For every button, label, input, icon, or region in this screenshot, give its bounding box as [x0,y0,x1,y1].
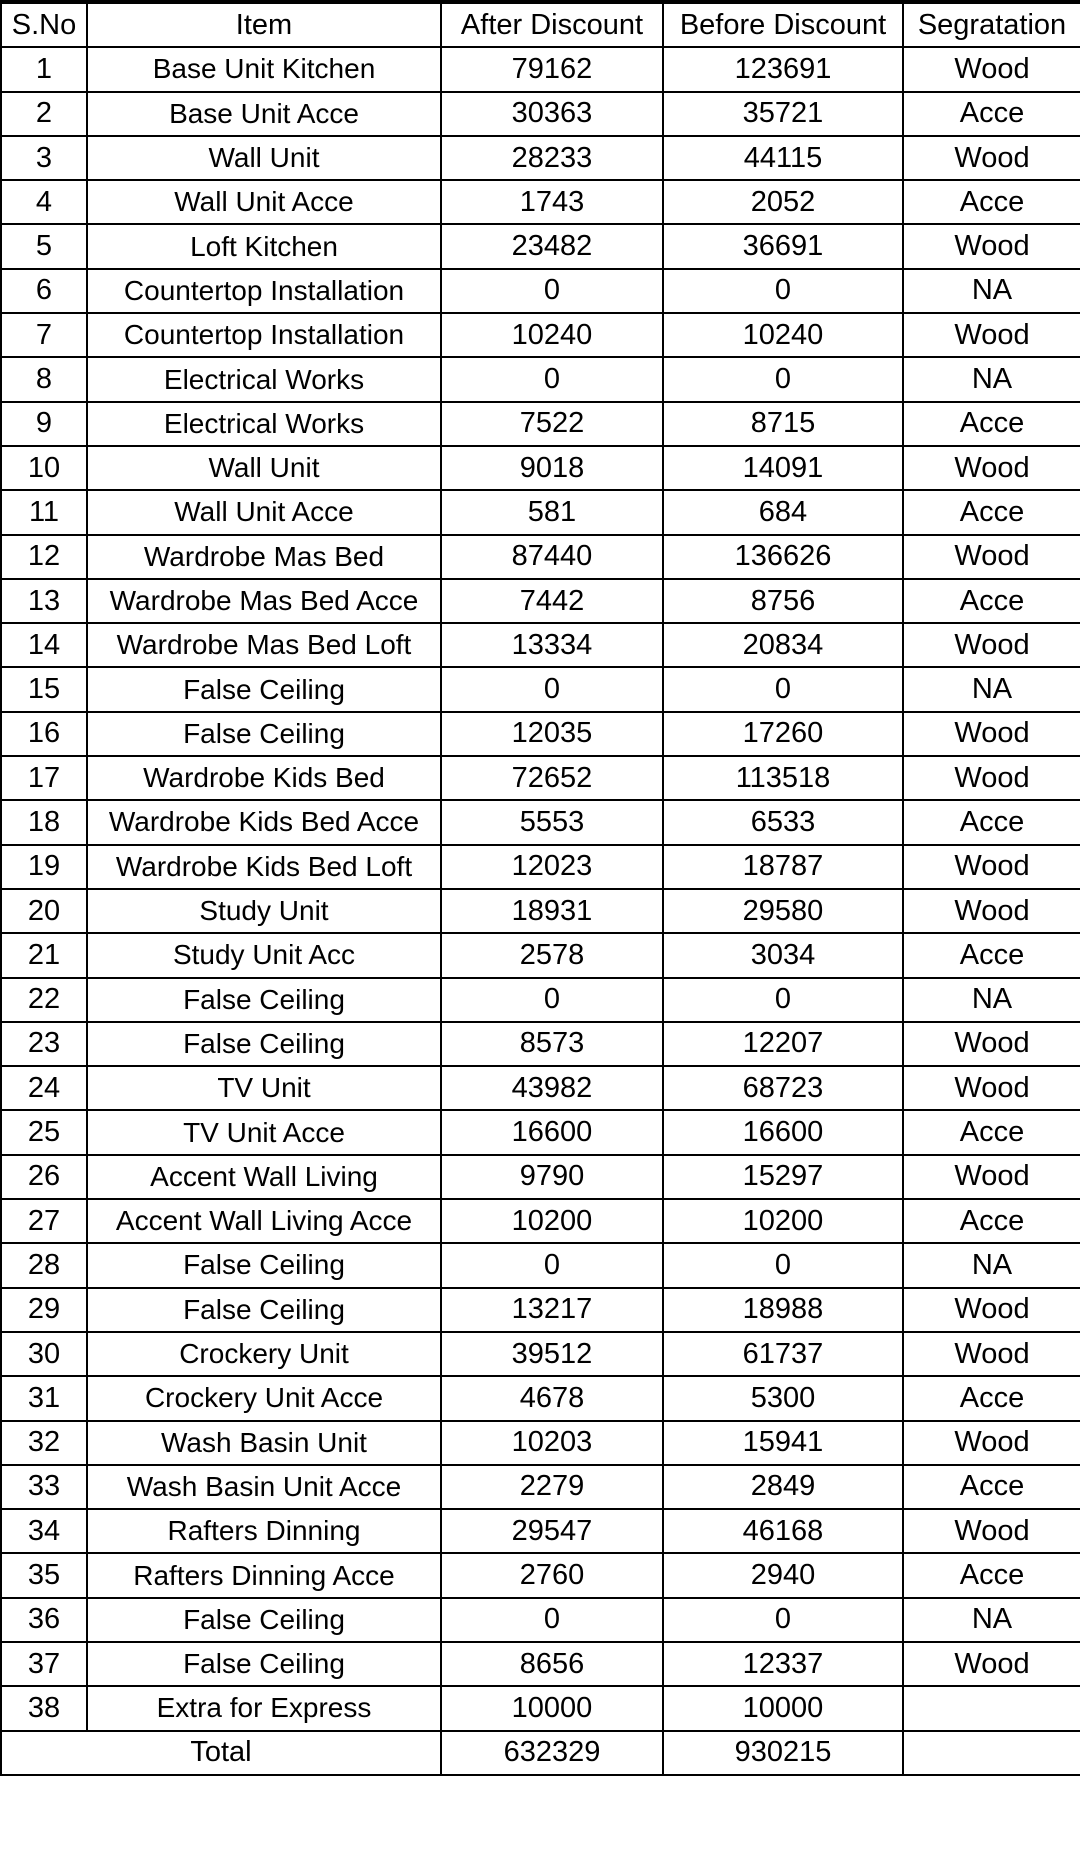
header-before-discount: Before Discount [663,2,903,47]
cell-before-discount: 10240 [663,313,903,357]
cell-sno: 11 [1,490,87,534]
cell-sno: 14 [1,623,87,667]
cell-sno: 16 [1,712,87,756]
cell-after-discount: 12035 [441,712,663,756]
table-row [1,800,1080,844]
cell-item: TV Unit Acce [87,1110,441,1154]
cell-after-discount: 30363 [441,92,663,136]
header-row [1,2,1080,47]
cell-after-discount: 72652 [441,756,663,800]
cell-before-discount: 20834 [663,623,903,667]
cell-item: Wardrobe Kids Bed Loft [87,845,441,889]
cell-before-discount: 17260 [663,712,903,756]
cell-after-discount: 2279 [441,1465,663,1509]
cell-sno: 31 [1,1376,87,1420]
cell-after-discount: 23482 [441,224,663,268]
cell-sno: 5 [1,224,87,268]
cell-segregation: Wood [903,712,1080,756]
cell-item: Wardrobe Kids Bed Acce [87,800,441,844]
cell-before-discount: 18787 [663,845,903,889]
cell-before-discount: 0 [663,978,903,1022]
cell-after-discount: 7522 [441,402,663,446]
cell-sno: 10 [1,446,87,490]
cell-sno: 6 [1,269,87,313]
cell-segregation: Acce [903,402,1080,446]
cell-sno: 25 [1,1110,87,1154]
cell-segregation: Wood [903,1066,1080,1110]
cell-sno: 28 [1,1243,87,1287]
table-row [1,1155,1080,1199]
cell-before-discount: 8756 [663,579,903,623]
cell-item: Countertop Installation [87,313,441,357]
table-row [1,1332,1080,1376]
cell-segregation: Acce [903,180,1080,224]
cell-after-discount: 4678 [441,1376,663,1420]
cell-after-discount: 12023 [441,845,663,889]
cell-before-discount: 136626 [663,535,903,579]
cell-before-discount: 29580 [663,889,903,933]
cell-after-discount: 0 [441,1598,663,1642]
cell-segregation: Acce [903,579,1080,623]
cell-before-discount: 0 [663,1598,903,1642]
table-row [1,756,1080,800]
cell-before-discount: 2052 [663,180,903,224]
cell-item: Wardrobe Mas Bed Loft [87,623,441,667]
cell-sno: 32 [1,1421,87,1465]
table-row [1,933,1080,977]
cell-segregation [903,1686,1080,1730]
table-row [1,889,1080,933]
table-row [1,978,1080,1022]
total-row [1,1731,1080,1775]
cell-item: Base Unit Kitchen [87,47,441,91]
header-after-discount: After Discount [441,2,663,47]
cell-before-discount: 61737 [663,1332,903,1376]
cell-item: False Ceiling [87,1598,441,1642]
cell-after-discount: 13334 [441,623,663,667]
cell-segregation: Wood [903,1421,1080,1465]
cell-after-discount: 9790 [441,1155,663,1199]
cell-after-discount: 87440 [441,535,663,579]
table-row [1,1243,1080,1287]
cell-item: Wall Unit Acce [87,180,441,224]
cell-sno: 2 [1,92,87,136]
cell-after-discount: 79162 [441,47,663,91]
cell-before-discount: 2849 [663,1465,903,1509]
table-row [1,1642,1080,1686]
cell-before-discount: 15297 [663,1155,903,1199]
cell-segregation: NA [903,667,1080,711]
cell-sno: 20 [1,889,87,933]
cell-sno: 21 [1,933,87,977]
cell-item: False Ceiling [87,667,441,711]
table-row [1,1421,1080,1465]
cell-sno: 22 [1,978,87,1022]
cell-after-discount: 581 [441,490,663,534]
cell-before-discount: 5300 [663,1376,903,1420]
cell-segregation: Wood [903,1155,1080,1199]
cell-item: Loft Kitchen [87,224,441,268]
table-body [1,47,1080,1730]
table-row [1,623,1080,667]
cell-item: Wardrobe Mas Bed [87,535,441,579]
cell-after-discount: 0 [441,357,663,401]
cell-item: Rafters Dinning [87,1509,441,1553]
cell-after-discount: 29547 [441,1509,663,1553]
cell-after-discount: 28233 [441,136,663,180]
cell-sno: 18 [1,800,87,844]
table-row [1,1199,1080,1243]
cell-sno: 7 [1,313,87,357]
cell-after-discount: 2578 [441,933,663,977]
total-label: Total [1,1731,441,1775]
cell-before-discount: 123691 [663,47,903,91]
cell-after-discount: 0 [441,269,663,313]
table-row [1,446,1080,490]
cell-segregation: Wood [903,845,1080,889]
cell-before-discount: 6533 [663,800,903,844]
cell-segregation: Acce [903,800,1080,844]
cell-sno: 17 [1,756,87,800]
cell-item: TV Unit [87,1066,441,1110]
cell-before-discount: 12207 [663,1022,903,1066]
cell-segregation: Wood [903,535,1080,579]
cell-after-discount: 10240 [441,313,663,357]
header-sno: S.No [1,2,87,47]
total-before-discount: 930215 [663,1731,903,1775]
cell-item: Study Unit [87,889,441,933]
cell-segregation: Wood [903,313,1080,357]
cell-before-discount: 35721 [663,92,903,136]
total-segregation-cell [903,1731,1080,1775]
cell-segregation: Wood [903,1509,1080,1553]
cell-before-discount: 0 [663,269,903,313]
table-row [1,535,1080,579]
cell-sno: 26 [1,1155,87,1199]
cell-sno: 36 [1,1598,87,1642]
cell-item: Wall Unit [87,136,441,180]
cell-before-discount: 8715 [663,402,903,446]
cell-sno: 8 [1,357,87,401]
header-segregation: Segratation [903,2,1080,47]
cell-sno: 23 [1,1022,87,1066]
table-row [1,269,1080,313]
cell-after-discount: 10203 [441,1421,663,1465]
table-row [1,1066,1080,1110]
cell-item: Wall Unit [87,446,441,490]
table-row [1,180,1080,224]
table-row [1,1110,1080,1154]
cell-before-discount: 16600 [663,1110,903,1154]
cell-sno: 27 [1,1199,87,1243]
cell-after-discount: 9018 [441,446,663,490]
cell-before-discount: 2940 [663,1553,903,1597]
cell-segregation: Acce [903,1376,1080,1420]
cell-after-discount: 16600 [441,1110,663,1154]
cell-segregation: Wood [903,136,1080,180]
cell-sno: 33 [1,1465,87,1509]
cell-sno: 12 [1,535,87,579]
cell-segregation: NA [903,269,1080,313]
cell-before-discount: 113518 [663,756,903,800]
cell-segregation: Acce [903,1110,1080,1154]
cell-sno: 29 [1,1288,87,1332]
cell-sno: 1 [1,47,87,91]
cell-sno: 4 [1,180,87,224]
cell-item: Accent Wall Living Acce [87,1199,441,1243]
cell-item: Accent Wall Living [87,1155,441,1199]
cell-after-discount: 10000 [441,1686,663,1730]
cell-item: False Ceiling [87,1022,441,1066]
table-row [1,1686,1080,1730]
cell-before-discount: 14091 [663,446,903,490]
cell-before-discount: 15941 [663,1421,903,1465]
cell-item: Crockery Unit Acce [87,1376,441,1420]
cell-segregation: Wood [903,47,1080,91]
cell-before-discount: 3034 [663,933,903,977]
cell-after-discount: 18931 [441,889,663,933]
cell-after-discount: 0 [441,978,663,1022]
cell-item: Wash Basin Unit [87,1421,441,1465]
cell-sno: 30 [1,1332,87,1376]
cell-after-discount: 2760 [441,1553,663,1597]
cell-item: Wash Basin Unit Acce [87,1465,441,1509]
cell-before-discount: 46168 [663,1509,903,1553]
cell-after-discount: 43982 [441,1066,663,1110]
table-row [1,313,1080,357]
cell-segregation: NA [903,1243,1080,1287]
cell-sno: 24 [1,1066,87,1110]
cell-segregation: Acce [903,933,1080,977]
table-row [1,1376,1080,1420]
cell-item: Wall Unit Acce [87,490,441,534]
cell-segregation: Wood [903,1642,1080,1686]
cell-after-discount: 8656 [441,1642,663,1686]
cell-segregation: Wood [903,224,1080,268]
cell-item: False Ceiling [87,1642,441,1686]
cell-sno: 13 [1,579,87,623]
table-row [1,712,1080,756]
cell-item: Countertop Installation [87,269,441,313]
table-row [1,357,1080,401]
table-row [1,845,1080,889]
cell-item: Base Unit Acce [87,92,441,136]
cell-segregation: Wood [903,623,1080,667]
table-row [1,92,1080,136]
cell-after-discount: 0 [441,1243,663,1287]
cell-sno: 34 [1,1509,87,1553]
cell-item: Wardrobe Mas Bed Acce [87,579,441,623]
table-row [1,224,1080,268]
table-row [1,579,1080,623]
cell-after-discount: 1743 [441,180,663,224]
cell-before-discount: 12337 [663,1642,903,1686]
cell-segregation: Acce [903,92,1080,136]
total-after-discount: 632329 [441,1731,663,1775]
cell-segregation: Wood [903,446,1080,490]
cell-item: False Ceiling [87,712,441,756]
table-row [1,490,1080,534]
cell-before-discount: 0 [663,1243,903,1287]
cell-after-discount: 0 [441,667,663,711]
table-row [1,667,1080,711]
table-row [1,1022,1080,1066]
cell-item: Rafters Dinning Acce [87,1553,441,1597]
table-row [1,1509,1080,1553]
cell-item: Crockery Unit [87,1332,441,1376]
table-row [1,136,1080,180]
cell-before-discount: 68723 [663,1066,903,1110]
cell-segregation: Wood [903,1288,1080,1332]
cell-segregation: NA [903,978,1080,1022]
cell-segregation: Acce [903,1553,1080,1597]
cell-segregation: NA [903,1598,1080,1642]
cell-after-discount: 5553 [441,800,663,844]
table-row [1,1465,1080,1509]
cell-before-discount: 0 [663,667,903,711]
cell-sno: 9 [1,402,87,446]
cell-before-discount: 0 [663,357,903,401]
cell-before-discount: 10000 [663,1686,903,1730]
cell-after-discount: 39512 [441,1332,663,1376]
cell-segregation: Acce [903,1465,1080,1509]
cell-item: Electrical Works [87,357,441,401]
cell-before-discount: 10200 [663,1199,903,1243]
table-row [1,47,1080,91]
cell-item: False Ceiling [87,978,441,1022]
cell-after-discount: 10200 [441,1199,663,1243]
cell-item: Extra for Express [87,1686,441,1730]
cell-segregation: Wood [903,756,1080,800]
cell-after-discount: 7442 [441,579,663,623]
cell-before-discount: 18988 [663,1288,903,1332]
cell-before-discount: 684 [663,490,903,534]
cell-sno: 3 [1,136,87,180]
cell-item: Wardrobe Kids Bed [87,756,441,800]
cell-segregation: NA [903,357,1080,401]
table-row [1,1553,1080,1597]
cell-sno: 37 [1,1642,87,1686]
cell-segregation: Wood [903,1332,1080,1376]
cell-segregation: Acce [903,490,1080,534]
table-row [1,402,1080,446]
cell-segregation: Wood [903,889,1080,933]
cell-before-discount: 36691 [663,224,903,268]
cell-before-discount: 44115 [663,136,903,180]
cell-segregation: Acce [903,1199,1080,1243]
cell-after-discount: 13217 [441,1288,663,1332]
cell-sno: 35 [1,1553,87,1597]
cell-after-discount: 8573 [441,1022,663,1066]
header-item: Item [87,2,441,47]
cell-item: False Ceiling [87,1288,441,1332]
cell-item: Electrical Works [87,402,441,446]
table-row [1,1288,1080,1332]
cell-item: False Ceiling [87,1243,441,1287]
table-row [1,1598,1080,1642]
cell-sno: 15 [1,667,87,711]
cell-segregation: Wood [903,1022,1080,1066]
cell-item: Study Unit Acc [87,933,441,977]
cell-sno: 19 [1,845,87,889]
cell-sno: 38 [1,1686,87,1730]
